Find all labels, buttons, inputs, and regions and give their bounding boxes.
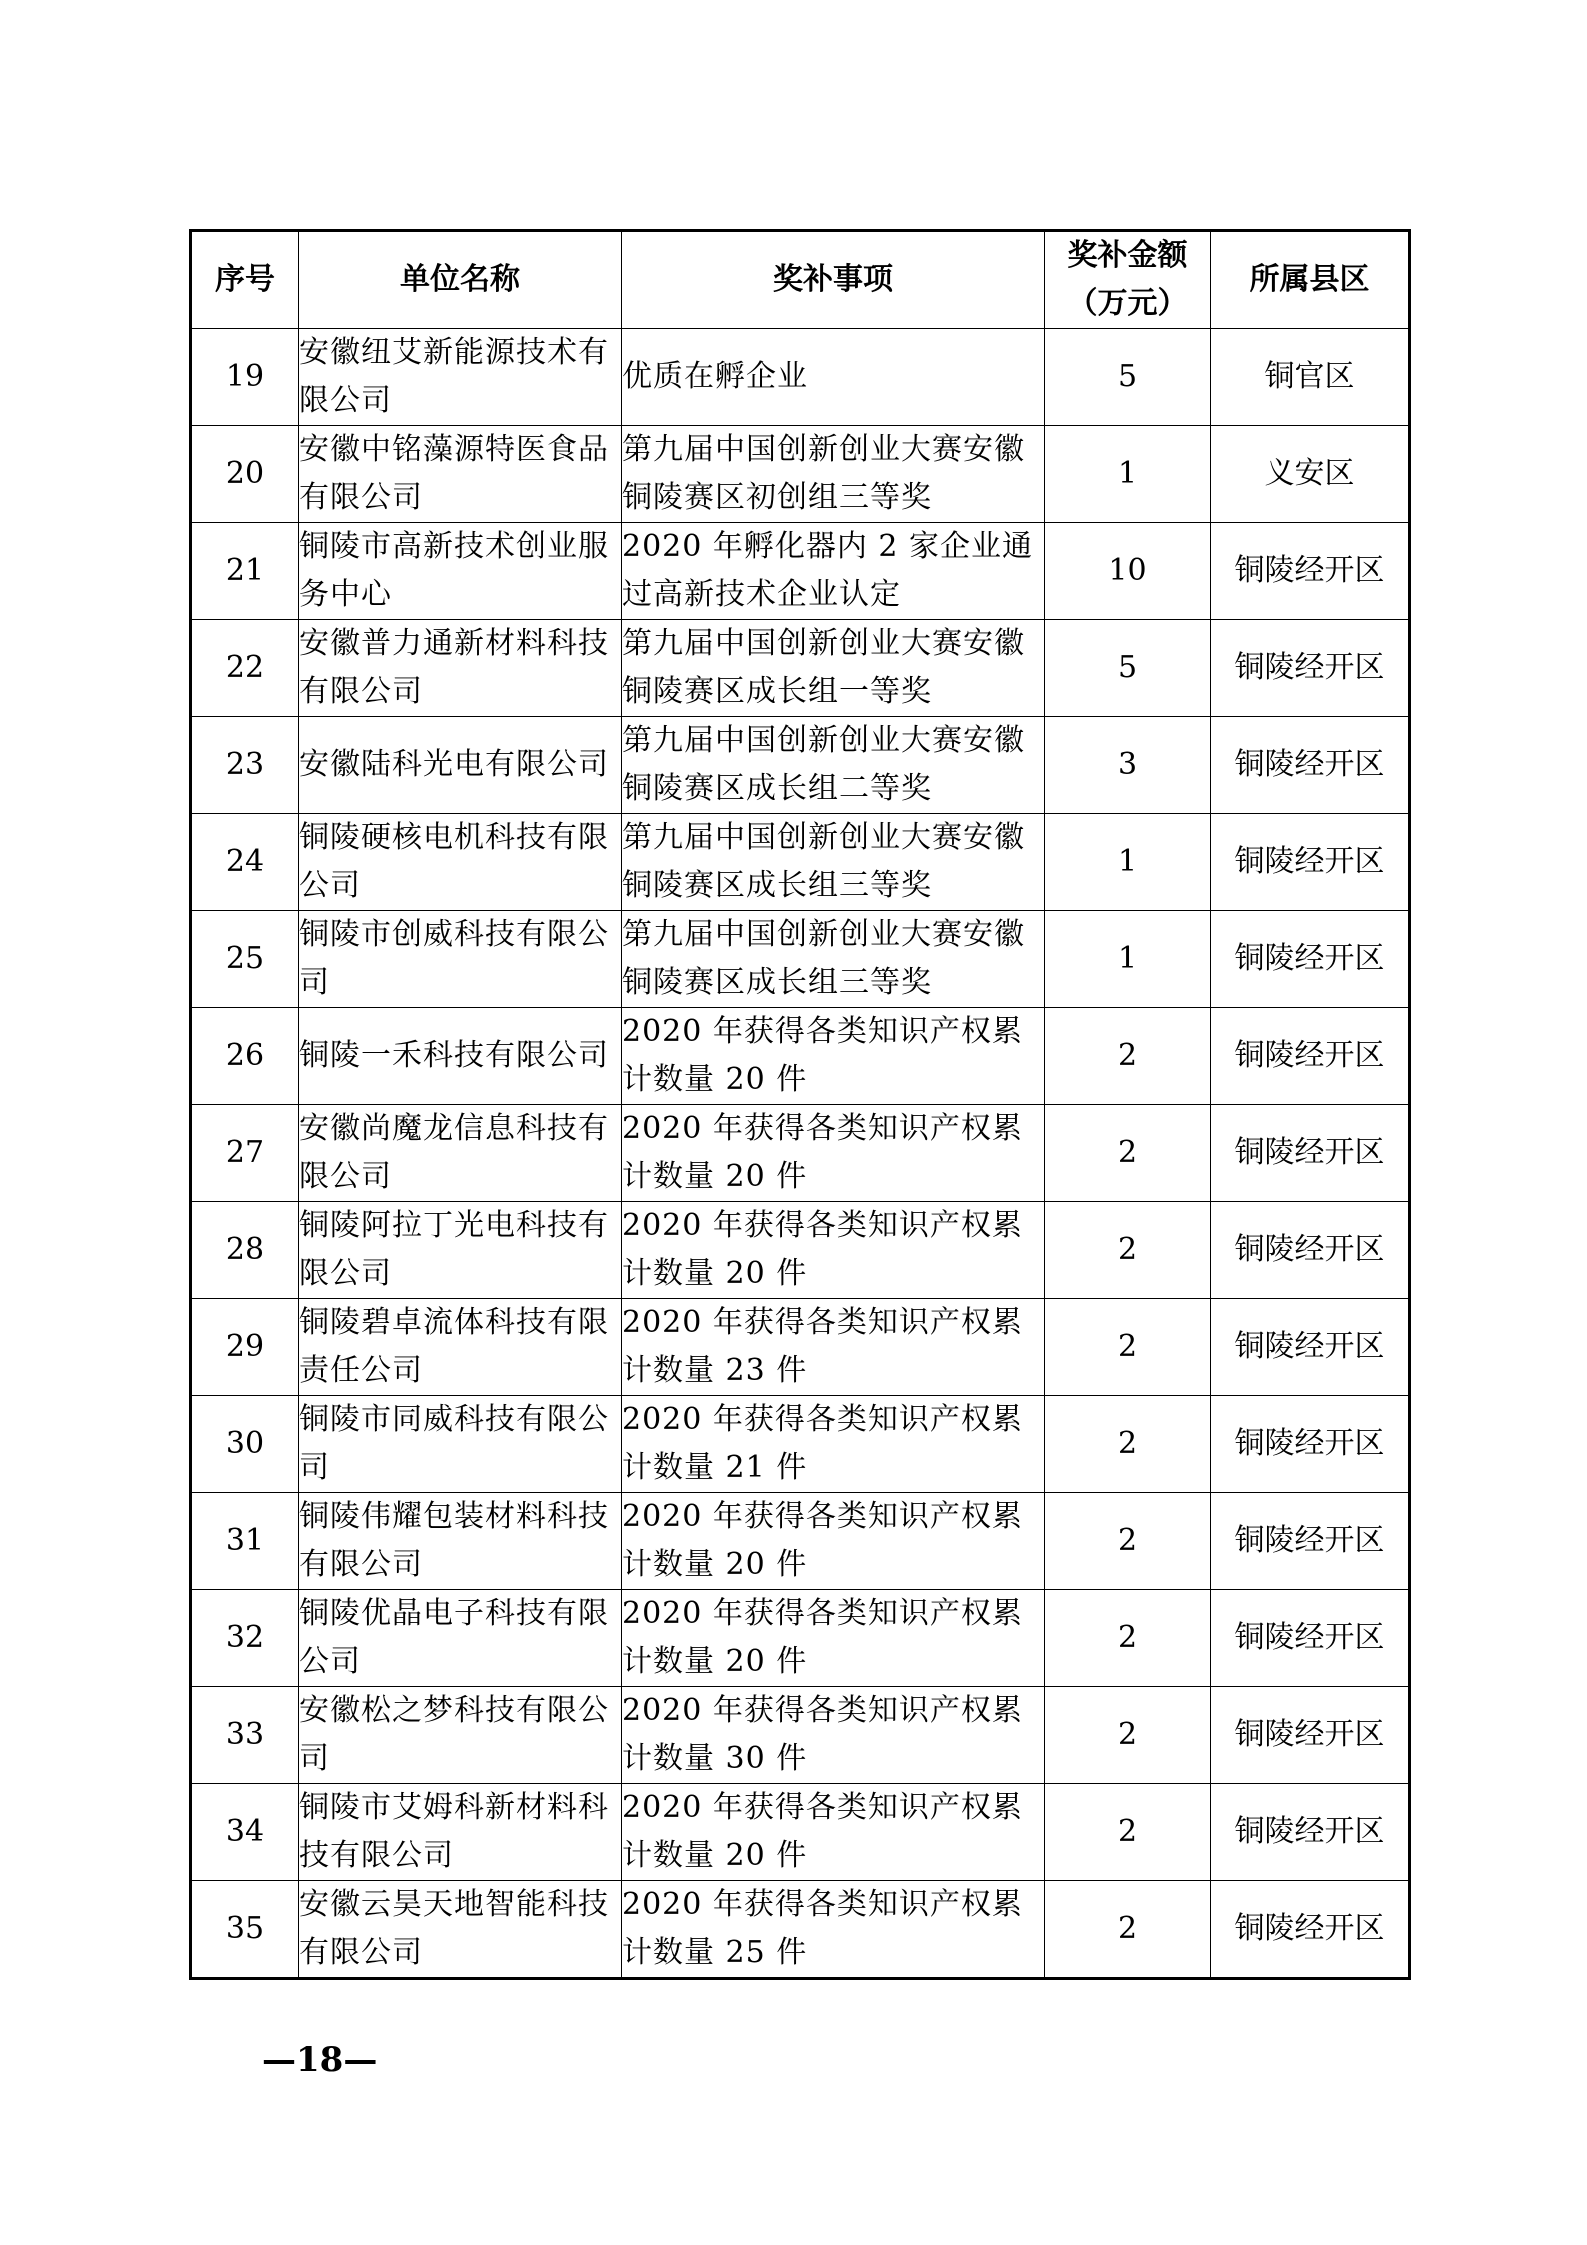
cell-seq: 28 xyxy=(191,1202,299,1299)
cell-award-item: 2020 年获得各类知识产权累计数量 20 件 xyxy=(622,1784,1045,1881)
cell-award-item: 2020 年获得各类知识产权累计数量 20 件 xyxy=(622,1493,1045,1590)
cell-award-item: 2020 年获得各类知识产权累计数量 20 件 xyxy=(622,1008,1045,1105)
cell-seq: 32 xyxy=(191,1590,299,1687)
table-row xyxy=(191,523,1410,620)
cell-amount: 5 xyxy=(1045,329,1211,426)
cell-company-name: 铜陵一禾科技有限公司 xyxy=(299,1008,622,1105)
award-table xyxy=(189,229,1411,1980)
cell-seq: 34 xyxy=(191,1784,299,1881)
cell-award-item: 2020 年获得各类知识产权累计数量 23 件 xyxy=(622,1299,1045,1396)
cell-company-name: 安徽云昊天地智能科技有限公司 xyxy=(299,1881,622,1979)
cell-award-item: 2020 年获得各类知识产权累计数量 20 件 xyxy=(622,1202,1045,1299)
cell-seq: 27 xyxy=(191,1105,299,1202)
table-row xyxy=(191,1202,1410,1299)
cell-company-name: 铜陵硬核电机科技有限公司 xyxy=(299,814,622,911)
cell-seq: 24 xyxy=(191,814,299,911)
table-row xyxy=(191,1008,1410,1105)
cell-amount: 10 xyxy=(1045,523,1211,620)
table-row xyxy=(191,1396,1410,1493)
cell-district: 铜陵经开区 xyxy=(1211,1202,1410,1299)
cell-company-name: 铜陵市同威科技有限公司 xyxy=(299,1396,622,1493)
cell-seq: 25 xyxy=(191,911,299,1008)
table-header-row xyxy=(191,231,1410,329)
page-number: —18— xyxy=(262,2040,378,2080)
cell-company-name: 铜陵市艾姆科新材料科技有限公司 xyxy=(299,1784,622,1881)
cell-amount: 2 xyxy=(1045,1202,1211,1299)
cell-district: 铜陵经开区 xyxy=(1211,1493,1410,1590)
cell-amount: 2 xyxy=(1045,1493,1211,1590)
cell-amount: 1 xyxy=(1045,426,1211,523)
header-amount-line1: 奖补金额 xyxy=(1067,238,1188,273)
cell-seq: 21 xyxy=(191,523,299,620)
table-body xyxy=(191,329,1410,1979)
cell-district: 铜陵经开区 xyxy=(1211,523,1410,620)
cell-company-name: 安徽普力通新材料科技有限公司 xyxy=(299,620,622,717)
cell-seq: 30 xyxy=(191,1396,299,1493)
cell-district: 铜官区 xyxy=(1211,329,1410,426)
cell-company-name: 安徽松之梦科技有限公司 xyxy=(299,1687,622,1784)
cell-award-item: 第九届中国创新创业大赛安徽铜陵赛区成长组三等奖 xyxy=(622,814,1045,911)
cell-award-item: 2020 年获得各类知识产权累计数量 20 件 xyxy=(622,1590,1045,1687)
cell-seq: 19 xyxy=(191,329,299,426)
header-seq: 序号 xyxy=(191,231,299,329)
table-row xyxy=(191,620,1410,717)
cell-amount: 2 xyxy=(1045,1590,1211,1687)
cell-seq: 31 xyxy=(191,1493,299,1590)
cell-district: 铜陵经开区 xyxy=(1211,1784,1410,1881)
table-row xyxy=(191,1299,1410,1396)
cell-seq: 26 xyxy=(191,1008,299,1105)
header-name: 单位名称 xyxy=(299,231,622,329)
cell-district: 铜陵经开区 xyxy=(1211,1299,1410,1396)
cell-award-item: 第九届中国创新创业大赛安徽铜陵赛区成长组三等奖 xyxy=(622,911,1045,1008)
cell-award-item: 第九届中国创新创业大赛安徽铜陵赛区初创组三等奖 xyxy=(622,426,1045,523)
cell-company-name: 铜陵碧卓流体科技有限责任公司 xyxy=(299,1299,622,1396)
table-row xyxy=(191,1784,1410,1881)
table-row xyxy=(191,426,1410,523)
table-row xyxy=(191,1881,1410,1979)
cell-company-name: 铜陵市创威科技有限公司 xyxy=(299,911,622,1008)
cell-award-item: 2020 年获得各类知识产权累计数量 21 件 xyxy=(622,1396,1045,1493)
cell-award-item: 优质在孵企业 xyxy=(622,329,1045,426)
cell-amount: 2 xyxy=(1045,1687,1211,1784)
cell-amount: 2 xyxy=(1045,1881,1211,1979)
cell-company-name: 安徽陆科光电有限公司 xyxy=(299,717,622,814)
table-row xyxy=(191,814,1410,911)
cell-district: 铜陵经开区 xyxy=(1211,1687,1410,1784)
cell-award-item: 2020 年获得各类知识产权累计数量 30 件 xyxy=(622,1687,1045,1784)
table-row xyxy=(191,717,1410,814)
cell-award-item: 2020 年获得各类知识产权累计数量 25 件 xyxy=(622,1881,1045,1979)
cell-amount: 2 xyxy=(1045,1008,1211,1105)
cell-amount: 1 xyxy=(1045,814,1211,911)
table-row xyxy=(191,1687,1410,1784)
table-row xyxy=(191,1493,1410,1590)
cell-award-item: 2020 年孵化器内 2 家企业通过高新技术企业认定 xyxy=(622,523,1045,620)
cell-seq: 23 xyxy=(191,717,299,814)
cell-award-item: 第九届中国创新创业大赛安徽铜陵赛区成长组一等奖 xyxy=(622,620,1045,717)
cell-amount: 2 xyxy=(1045,1299,1211,1396)
cell-company-name: 铜陵市高新技术创业服务中心 xyxy=(299,523,622,620)
cell-company-name: 铜陵伟耀包装材料科技有限公司 xyxy=(299,1493,622,1590)
cell-district: 义安区 xyxy=(1211,426,1410,523)
table-row xyxy=(191,329,1410,426)
header-district: 所属县区 xyxy=(1211,231,1410,329)
cell-company-name: 安徽尚魔龙信息科技有限公司 xyxy=(299,1105,622,1202)
header-amount-line2: （万元） xyxy=(1067,286,1188,321)
cell-seq: 22 xyxy=(191,620,299,717)
cell-seq: 20 xyxy=(191,426,299,523)
cell-amount: 2 xyxy=(1045,1784,1211,1881)
table-row xyxy=(191,1590,1410,1687)
cell-company-name: 安徽中铭藻源特医食品有限公司 xyxy=(299,426,622,523)
cell-district: 铜陵经开区 xyxy=(1211,1590,1410,1687)
cell-company-name: 铜陵阿拉丁光电科技有限公司 xyxy=(299,1202,622,1299)
cell-district: 铜陵经开区 xyxy=(1211,1396,1410,1493)
cell-amount: 2 xyxy=(1045,1105,1211,1202)
cell-company-name: 安徽纽艾新能源技术有限公司 xyxy=(299,329,622,426)
cell-seq: 35 xyxy=(191,1881,299,1979)
cell-district: 铜陵经开区 xyxy=(1211,1881,1410,1979)
cell-company-name: 铜陵优晶电子科技有限公司 xyxy=(299,1590,622,1687)
cell-amount: 3 xyxy=(1045,717,1211,814)
header-item: 奖补事项 xyxy=(622,231,1045,329)
cell-award-item: 2020 年获得各类知识产权累计数量 20 件 xyxy=(622,1105,1045,1202)
cell-district: 铜陵经开区 xyxy=(1211,911,1410,1008)
table-row xyxy=(191,1105,1410,1202)
cell-district: 铜陵经开区 xyxy=(1211,1008,1410,1105)
cell-amount: 5 xyxy=(1045,620,1211,717)
table-row xyxy=(191,911,1410,1008)
cell-district: 铜陵经开区 xyxy=(1211,814,1410,911)
cell-seq: 29 xyxy=(191,1299,299,1396)
cell-award-item: 第九届中国创新创业大赛安徽铜陵赛区成长组二等奖 xyxy=(622,717,1045,814)
cell-district: 铜陵经开区 xyxy=(1211,1105,1410,1202)
cell-district: 铜陵经开区 xyxy=(1211,717,1410,814)
cell-amount: 2 xyxy=(1045,1396,1211,1493)
cell-district: 铜陵经开区 xyxy=(1211,620,1410,717)
cell-seq: 33 xyxy=(191,1687,299,1784)
header-amount xyxy=(1045,231,1211,329)
cell-amount: 1 xyxy=(1045,911,1211,1008)
